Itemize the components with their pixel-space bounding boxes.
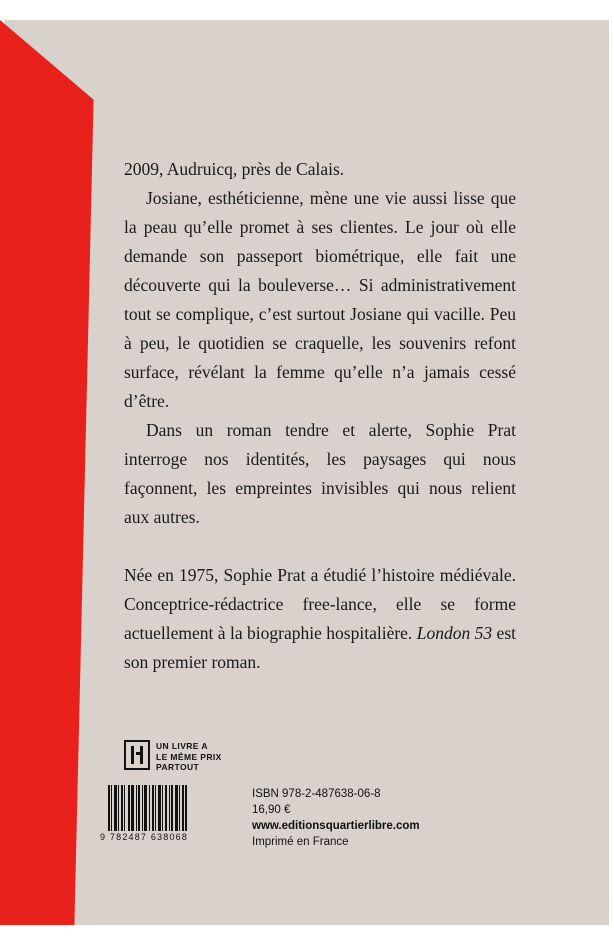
logo-line-1: UN LIVRE A	[156, 741, 208, 751]
back-cover-text-block	[124, 155, 516, 677]
logo-line-3: PARTOUT	[156, 762, 200, 772]
page-margin-bottom	[0, 925, 614, 945]
page-margin-right	[609, 0, 614, 945]
imprint-block	[252, 786, 420, 850]
author-bio	[124, 561, 516, 677]
blurb	[124, 155, 516, 532]
blurb-setting-line: 2009, Audruicq, près de Calais.	[124, 159, 345, 179]
blurb-paragraph-2: Dans un roman tendre et alerte, Sophie Prat interroge nos identités, les paysages qui nous façonnent, les empreintes invisibles qui nous relient aux autres.	[124, 420, 516, 527]
publisher-website: www.editionsquartierlibre.com	[252, 820, 420, 832]
printed-in-text: Imprimé en France	[252, 836, 349, 848]
book-title-italic: London 53	[416, 623, 493, 643]
barcode-icon	[108, 785, 230, 831]
same-price-logo-text	[156, 740, 222, 773]
price-text: 16,90 €	[252, 804, 291, 816]
cover-footer	[100, 740, 530, 860]
barcode-block	[100, 785, 230, 842]
author-bio-part-1: Née en 1975, Sophie Prat a étudié l’histoire médiévale. Conceptrice-rédactrice free-lance, elle se forme actuellement à la biographie hospitalière.	[124, 565, 516, 643]
book-logo-bar-icon	[136, 752, 142, 755]
author-bio-part-2: est son premier roman.	[124, 623, 516, 672]
page-margin-top	[0, 0, 614, 20]
book-logo-icon	[124, 740, 150, 770]
blurb-paragraph-1: Josiane, esthéticienne, mène une vie aussi lisse que la peau qu’elle promet à ses clientes. Le jour où elle demande son passeport biométrique, elle fait une découverte qui la bouleverse… Si administrativement tout se complique, c’est surtout Josiane qui vacille. Peu à peu, le quotidien se craquelle, les souvenirs refont surface, révélant la femme qu’elle n’a jamais cessé d’être.	[124, 188, 516, 411]
barcode-digits: 9 782487 638068	[100, 832, 189, 842]
logo-line-2: LE MÊME PRIX	[156, 751, 222, 762]
isbn-text: ISBN 978-2-487638-06-8	[252, 788, 381, 800]
same-price-logo	[124, 740, 222, 773]
